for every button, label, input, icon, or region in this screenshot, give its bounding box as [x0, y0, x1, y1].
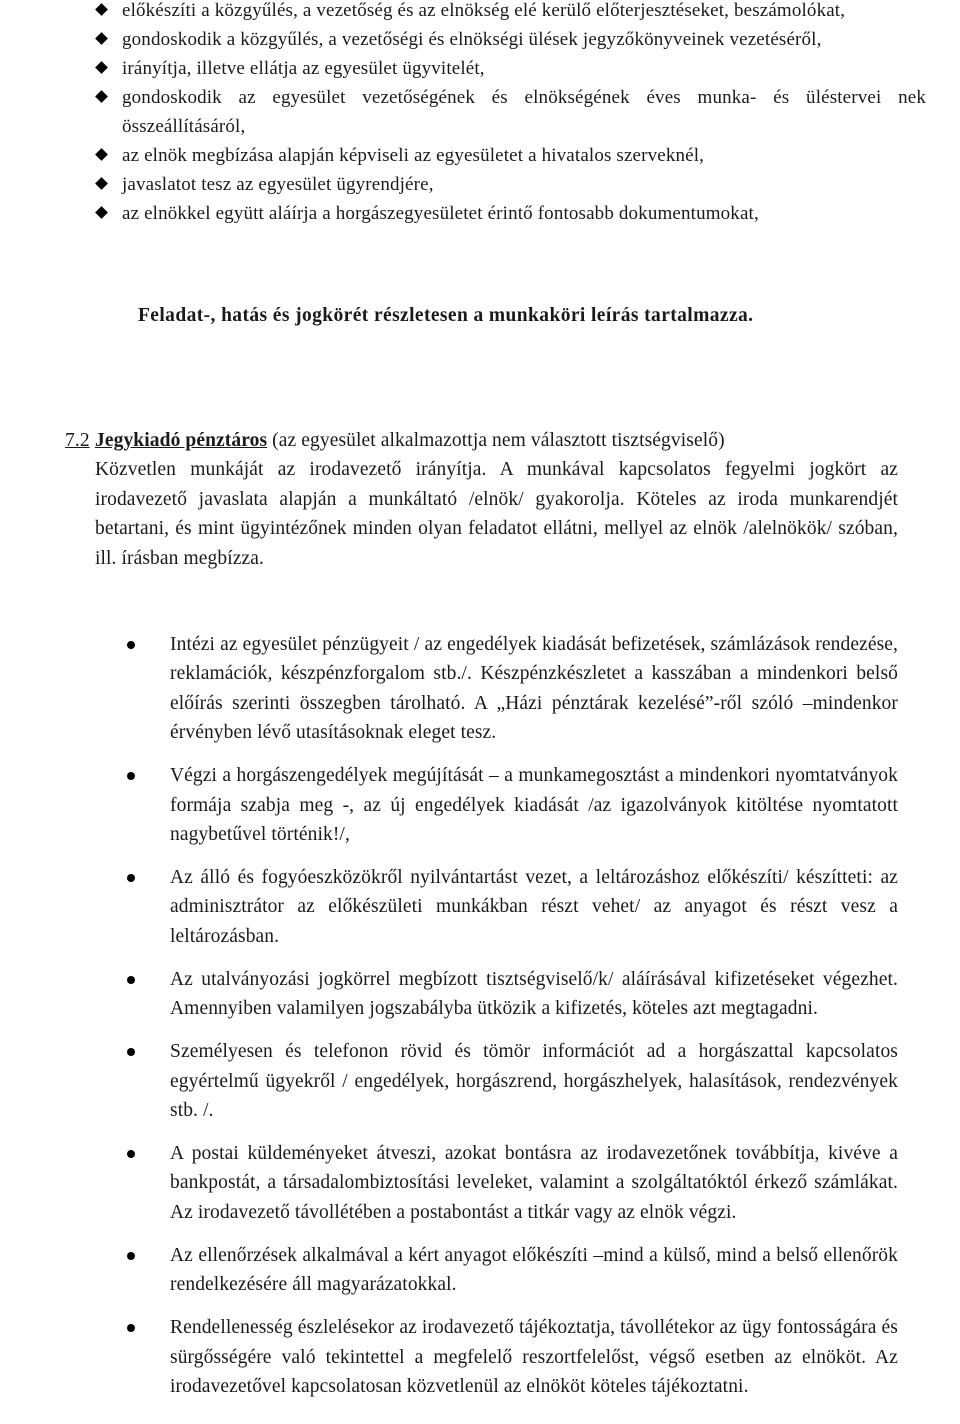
round-bullet-icon	[127, 1048, 135, 1056]
list-item-text: Rendellenesség észlelésekor az irodavezető tájékoztatja, távollétekor az ügy fontosságára és sürgősségére való tekintettel a megfelelő reszortfelelőst, végső esetben az elnököt. Az irodavezetővel kapcsolatosan közvetlenül az elnököt köteles tájékoztatni.	[170, 1317, 898, 1398]
list-item	[0, 1241, 898, 1300]
duties-list	[0, 0, 960, 228]
section-heading	[95, 426, 898, 455]
section-title: Jegykiadó pénztáros	[95, 430, 268, 451]
list-item-text: Végzi a horgászengedélyek megújítását – a munkamegosztást a mindenkori nyomtatványok formája szabja meg -, az új engedélyek kiadását /az igazolványok kitöltése nyomtatott nagybetűvel történik!/,	[170, 765, 898, 846]
list-item-text: gondoskodik a közgyűlés, a vezetőségi és elnökségi ülések jegyzőkönyveinek vezetéséről,	[122, 29, 822, 50]
list-item	[0, 761, 898, 849]
list-item	[0, 965, 898, 1024]
list-item	[0, 1037, 898, 1125]
list-item-text: irányítja, illetve ellátja az egyesület ügyvitelét,	[122, 58, 485, 79]
list-item-text: gondoskodik az egyesület vezetőségének és elnökségének éves munka- és üléstervei nek összeállításáról,	[122, 87, 926, 137]
list-item	[0, 1139, 898, 1227]
round-bullet-icon	[127, 976, 135, 984]
diamond-bullet-icon	[95, 3, 108, 16]
list-item	[0, 0, 926, 25]
round-bullet-icon	[127, 772, 135, 780]
list-item-text: előkészíti a közgyűlés, a vezetőség és az elnökség elé kerülő előterjesztéseket, beszámolókat,	[122, 0, 846, 21]
list-item	[0, 83, 926, 141]
list-item	[0, 1313, 898, 1401]
round-bullet-icon	[127, 874, 135, 882]
tasks-list	[0, 630, 960, 1415]
list-item	[0, 863, 898, 951]
round-bullet-icon	[127, 1252, 135, 1260]
list-item	[0, 25, 926, 54]
list-item-text: javaslatot tesz az egyesület ügyrendjére,	[122, 174, 434, 195]
bold-note: Feladat-, hatás és jogkörét részletesen a munkaköri leírás tartalmazza.	[138, 305, 754, 326]
list-item	[0, 54, 926, 83]
list-item-text: Intézi az egyesület pénzügyeit / az engedélyek kiadását befizetések, számlázások rendezése, reklamációk, készpénzforgalom stb./. Készpénzkészletet a kasszában a mindenkori belső előírás szerinti összegben tárolható. A „Házi pénztárak kezelésé”-ről szóló –mindenkor érvényben lévő utasításoknak eleget tesz.	[170, 634, 898, 744]
round-bullet-icon	[127, 1324, 135, 1332]
list-item	[0, 199, 926, 228]
list-item	[0, 630, 898, 748]
section-7-2	[65, 426, 898, 573]
list-item-text: az elnök megbízása alapján képviseli az egyesületet a hivatalos szerveknél,	[122, 145, 705, 166]
diamond-bullet-icon	[95, 206, 108, 219]
diamond-bullet-icon	[95, 148, 108, 161]
list-item-text: Az utalványozási jogkörrel megbízott tisztségviselő/k/ aláírásával kifizetéseket végezhet. Amennyiben valamilyen jogszabályba ütközik a kifizetés, köteles azt megtagadni.	[170, 968, 898, 1020]
list-item	[0, 141, 926, 170]
diamond-bullet-icon	[95, 32, 108, 45]
list-item-text: Az álló és fogyóeszközökről nyilvántartást vezet, a leltározáshoz előkészíti/ készítteti: az adminisztrátor az előkészületi munkákban részt vehet/ az anyagot és részt vesz a leltározásban.	[170, 867, 898, 947]
round-bullet-icon	[127, 1150, 135, 1158]
section-title-rest: (az egyesület alkalmazottja nem választott tisztségviselő)	[267, 430, 725, 451]
section-number: 7.2	[65, 430, 90, 451]
list-item-text: A postai küldeményeket átveszi, azokat bontásra az irodavezetőnek továbbítja, kivéve a bankpostát, a társadalombiztosítási leveleket, valamint a szolgáltatóktól érkező számlákat. Az irodavezető távollétében a postabontást a titkár vagy az elnök végzi.	[170, 1143, 898, 1223]
diamond-bullet-icon	[95, 177, 108, 190]
section-body: Közvetlen munkáját az irodavezető irányítja. A munkával kapcsolatos fegyelmi jogkört az irodavezető javaslata alapján a munkáltató /elnök/ gyakorolja. Köteles az iroda munkarendjét betartani, és mint ügyintézőnek minden olyan feladatot ellátni, mellyel az elnök /alelnökök/ szóban, ill. írásban megbízza.	[95, 459, 898, 569]
diamond-bullet-icon	[95, 61, 108, 74]
diamond-bullet-icon	[95, 90, 108, 103]
list-item-text: az elnökkel együtt aláírja a horgászegyesületet érintő fontosabb dokumentumokat,	[122, 203, 759, 224]
list-item-text: Személyesen és telefonon rövid és tömör információt ad a horgászattal kapcsolatos egyértelmű ügyekről / engedélyek, horgászrend, horgászhelyek, halasítások, rendezvények stb. /.	[170, 1041, 898, 1122]
list-item-text: Az ellenőrzések alkalmával a kért anyagot előkészíti –mind a külső, mind a belső ellenőrök rendelkezésére áll magyarázatokkal.	[170, 1244, 898, 1296]
round-bullet-icon	[127, 641, 135, 649]
list-item	[0, 170, 926, 199]
